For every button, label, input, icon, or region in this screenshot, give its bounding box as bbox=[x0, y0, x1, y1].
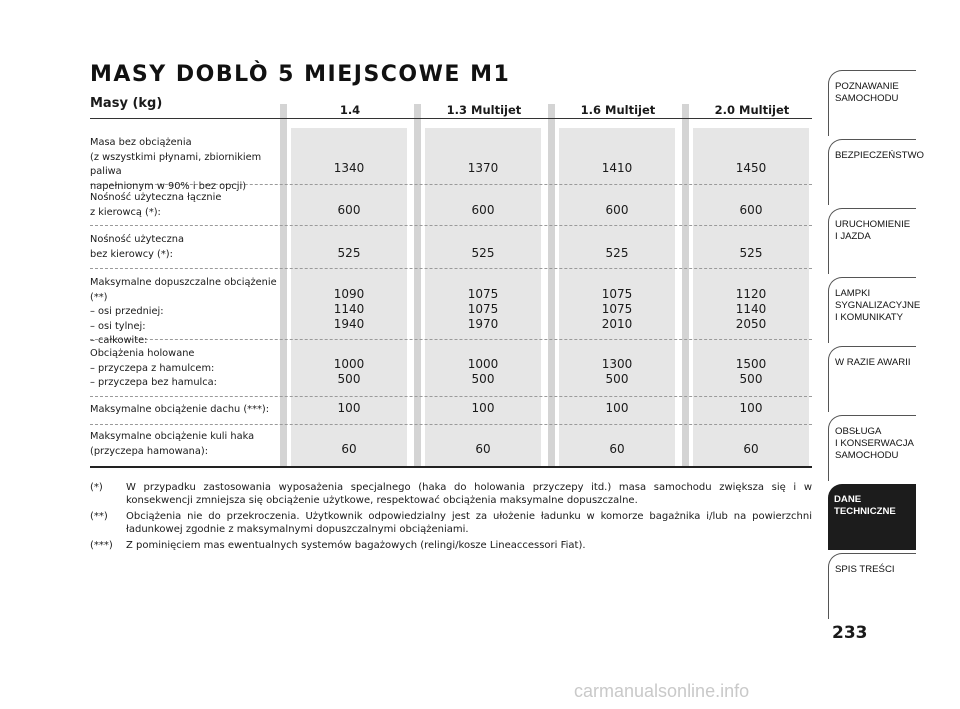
footnote-text: W przypadku zastosowania wyposażenia specjalnego (haka do holowania przyczepy itd.) masa samochodu zwiększa się i w konsekwencji zmniejsza się obciążenie użytkowe, respektować obciążenia maksymalne dopuszczalne. bbox=[126, 482, 812, 506]
footnote-mark: (*) bbox=[90, 482, 103, 493]
row-label: Nośność użyteczna bez kierowcy (*): bbox=[90, 234, 184, 260]
cell-1-6-multijet: 60 bbox=[609, 442, 625, 456]
cell-2-0-multijet: 100 bbox=[739, 401, 763, 415]
table-header-label: Masy (kg) bbox=[90, 96, 163, 111]
column-header-1-4: 1.4 bbox=[339, 103, 361, 117]
table-bottom-rule bbox=[90, 466, 812, 468]
sidebar-tab-label: SPIS TREŚCI bbox=[835, 564, 895, 575]
footnote-text: Z pominięciem mas ewentualnych systemów bagażowych (relingi/kosze Lineaccessori Fiat). bbox=[126, 540, 586, 551]
cell-1-3-multijet: 600 bbox=[471, 203, 495, 217]
sidebar-tab-label: LAMPKI SYGNALIZACYJNE I KOMUNIKATY bbox=[835, 288, 921, 323]
page-title: MASY DOBLÒ 5 MIEJSCOWE M1 bbox=[90, 62, 511, 87]
row-label: Maksymalne obciążenie dachu (***): bbox=[90, 404, 269, 415]
cell-2-0-multijet: 1450 bbox=[735, 161, 767, 175]
cell-1-4: 600 bbox=[337, 203, 361, 217]
cell-1-6-multijet: 600 bbox=[605, 203, 629, 217]
cell-1-3-multijet: 525 bbox=[471, 246, 495, 260]
sidebar-tab-label: URUCHOMIENIE I JAZDA bbox=[835, 219, 911, 242]
row-separator bbox=[90, 225, 812, 226]
row-label: Masa bez obciążenia (z wszystkimi płynami, zbiornikiem paliwa napełnionym w 90% i bez opcji) bbox=[90, 137, 262, 192]
footnote-text: Obciążenia nie do przekroczenia. Użytkownik odpowiedzialny jest za ułożenie ładunku w komorze bagażnika i/lub na powierzchni ładunkowej zgodnie z maksymalnymi dopuszczalnymi obciążeniami. bbox=[126, 511, 812, 535]
sidebar-tab-4[interactable] bbox=[828, 277, 921, 343]
sidebar-tab-8[interactable] bbox=[828, 553, 916, 619]
sidebar-tab-3[interactable] bbox=[828, 208, 916, 274]
footnote bbox=[90, 511, 812, 536]
sidebar-tab-label: POZNAWANIE SAMOCHODU bbox=[835, 81, 899, 104]
column-divider bbox=[682, 104, 689, 466]
cell-1-4: 1090 1140 1940 bbox=[333, 287, 365, 331]
row-separator bbox=[90, 424, 812, 425]
cell-2-0-multijet: 60 bbox=[743, 442, 759, 456]
sidebar-tab-label: OBSŁUGA I KONSERWACJA SAMOCHODU bbox=[835, 426, 914, 461]
column-divider bbox=[414, 104, 421, 466]
cell-1-6-multijet: 1410 bbox=[601, 161, 633, 175]
sidebar-tab-7[interactable] bbox=[828, 484, 916, 550]
cell-1-4: 1340 bbox=[333, 161, 365, 175]
row-separator bbox=[90, 268, 812, 269]
sidebar-tab-label: DANE TECHNICZNE bbox=[834, 494, 896, 517]
column-divider bbox=[548, 104, 555, 466]
cell-2-0-multijet: 1120 1140 2050 bbox=[735, 287, 767, 331]
cell-1-6-multijet: 1075 1075 2010 bbox=[601, 287, 633, 331]
cell-1-3-multijet: 1075 1075 1970 bbox=[467, 287, 499, 331]
cell-1-3-multijet: 60 bbox=[475, 442, 491, 456]
footnote-mark: (***) bbox=[90, 540, 113, 551]
sidebar-tab-1[interactable] bbox=[828, 70, 916, 136]
cell-1-6-multijet: 525 bbox=[605, 246, 629, 260]
row-label: Nośność użyteczna łącznie z kierowcą (*): bbox=[90, 192, 222, 218]
row-label: Maksymalne obciążenie kuli haka (przyczepa hamowana): bbox=[90, 431, 255, 457]
cell-2-0-multijet: 1500 500 bbox=[735, 357, 767, 386]
watermark: carmanualsonline.info bbox=[574, 681, 750, 701]
footnote bbox=[90, 540, 812, 553]
row-label: Maksymalne dopuszczalne obciążenie (**) – osi przedniej: – osi tylnej: – całkowite: bbox=[90, 277, 277, 346]
cell-1-4: 100 bbox=[337, 401, 361, 415]
footnotes bbox=[90, 482, 812, 557]
column-header-1-6-multijet: 1.6 Multijet bbox=[580, 103, 656, 117]
sidebar-tab-label: W RAZIE AWARII bbox=[835, 357, 911, 368]
cell-1-6-multijet: 1300 500 bbox=[601, 357, 633, 386]
row-separator bbox=[90, 396, 812, 397]
cell-1-4: 525 bbox=[337, 246, 361, 260]
cell-2-0-multijet: 525 bbox=[739, 246, 763, 260]
cell-1-6-multijet: 100 bbox=[605, 401, 629, 415]
table-top-rule bbox=[90, 118, 812, 119]
cell-1-3-multijet: 1370 bbox=[467, 161, 499, 175]
sidebar-tab-6[interactable] bbox=[828, 415, 916, 481]
footnote bbox=[90, 482, 812, 507]
column-header-1-3-multijet: 1.3 Multijet bbox=[446, 103, 522, 117]
page-number: 233 bbox=[832, 623, 868, 643]
footnote-mark: (**) bbox=[90, 511, 108, 522]
cell-1-3-multijet: 1000 500 bbox=[467, 357, 499, 386]
sidebar-tab-label: BEZPIECZEŃSTWO bbox=[835, 150, 925, 161]
cell-1-3-multijet: 100 bbox=[471, 401, 495, 415]
sidebar-tab-2[interactable] bbox=[828, 139, 925, 205]
column-header-2-0-multijet: 2.0 Multijet bbox=[714, 103, 790, 117]
cell-1-4: 60 bbox=[341, 442, 357, 456]
cell-1-4: 1000 500 bbox=[333, 357, 365, 386]
row-label: Obciążenia holowane – przyczepa z hamulcem: – przyczepa bez hamulca: bbox=[90, 348, 217, 388]
cell-2-0-multijet: 600 bbox=[739, 203, 763, 217]
sidebar-tab-5[interactable] bbox=[828, 346, 916, 412]
